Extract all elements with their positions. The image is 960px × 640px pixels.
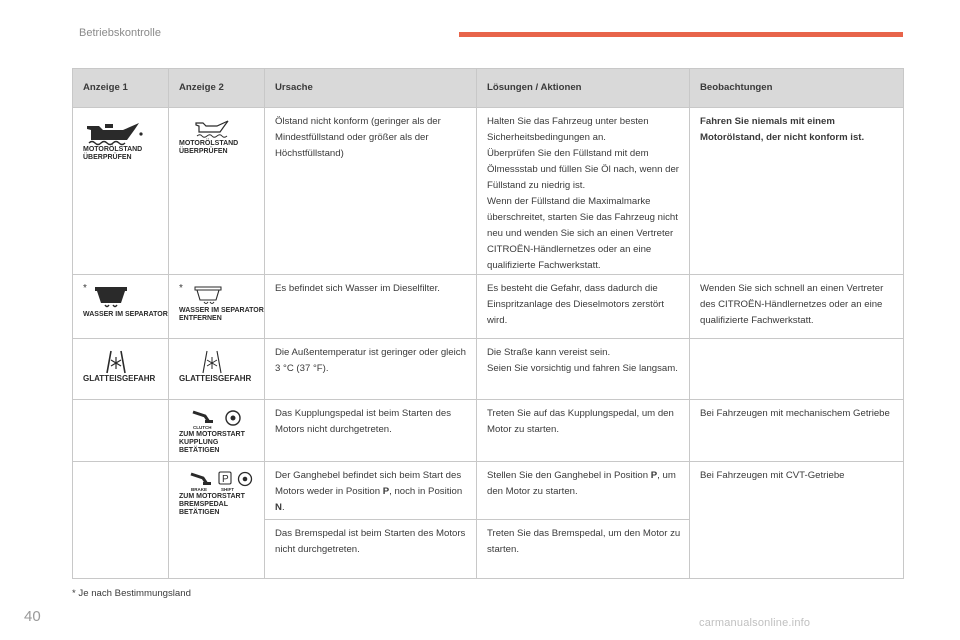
table-row — [73, 108, 904, 275]
observation-cell: Wenden Sie sich schnell an einen Vertreter des CITROËN-Händlernetzes oder an eine qualifizierte Fachwerkstatt. — [690, 275, 904, 339]
indicator-label: WASSER IM SEPARATOR — [83, 311, 168, 318]
table-row — [73, 400, 904, 462]
table-header-row — [73, 69, 904, 108]
solution-text: , um den Motor zu starten. — [487, 470, 676, 497]
ice-warning-icon — [95, 349, 137, 375]
indicator-label: ZUM MOTORSTART KUPPLUNG BETÄTIGEN — [179, 431, 245, 454]
indicator-label: MOTORÖLSTAND ÜBERPRÜFEN — [179, 140, 239, 155]
cause-cell — [265, 462, 477, 520]
solution-text: Stellen Sie den Ganghebel in Position — [487, 470, 651, 481]
water-separator-icon — [191, 285, 225, 307]
solution-cell: Die Straße kann vereist sein. Seien Sie vorsichtig und fahren Sie langsam. — [477, 339, 690, 400]
observation-cell: Bei Fahrzeugen mit mechanischem Getriebe — [690, 400, 904, 462]
solution-cell: Treten Sie das Bremspedal, um den Motor zu starten. — [477, 520, 690, 579]
page-number: 40 — [24, 608, 41, 625]
cause-cell: Ölstand nicht konform (geringer als der Mindestfüllstand oder größer als der Höchstfüllstand) — [265, 108, 477, 275]
section-title: Betriebskontrolle — [79, 27, 161, 39]
footnote: * Je nach Bestimmungsland — [72, 588, 191, 599]
indicator-cell-2 — [169, 108, 265, 275]
observation-cell — [690, 339, 904, 400]
solution-cell: Treten Sie auf das Kupplungspedal, um den Motor zu starten. — [477, 400, 690, 462]
shift-label: SHIFT — [221, 487, 234, 492]
accent-bar — [459, 32, 903, 37]
brake-start-icon — [189, 470, 257, 492]
indicator-label: ZUM MOTORSTART BREMSPEDAL BETÄTIGEN — [179, 493, 245, 516]
indicator-cell-1 — [73, 462, 169, 579]
indicator-cell-2 — [169, 275, 265, 339]
cause-text: , noch in Position — [389, 486, 463, 497]
footnote-marker: * — [83, 283, 87, 294]
water-separator-icon — [91, 285, 131, 311]
oil-level-icon — [193, 118, 233, 140]
indicator-cell-2 — [169, 339, 265, 400]
indicator-label: MOTORÖLSTAND ÜBERPRÜFEN — [83, 146, 143, 161]
cause-position-n: N — [275, 502, 282, 513]
indicator-cell-2 — [169, 400, 265, 462]
clutch-label: CLUTCH — [193, 425, 212, 430]
table-row — [73, 275, 904, 339]
observation-cell: Bei Fahrzeugen mit CVT-Getriebe — [690, 462, 904, 579]
table-row — [73, 339, 904, 400]
indicator-label: WASSER IM SEPARATOR ENTFERNEN — [179, 307, 264, 322]
cause-cell: Das Bremspedal ist beim Starten des Motors nicht durchgetreten. — [265, 520, 477, 579]
indicator-table — [72, 68, 904, 579]
solution-cell: Es besteht die Gefahr, dass dadurch die Einspritzanlage des Dieselmotors zerstört wird. — [477, 275, 690, 339]
indicator-label: GLATTEISGEFAHR — [179, 374, 252, 383]
header-beobachtungen: Beobachtungen — [690, 69, 904, 108]
solution-cell: Halten Sie das Fahrzeug unter besten Sicherheitsbedingungen an. Überprüfen Sie den Füllstand mit dem Ölmessstab und füllen Sie Öl nach, wenn der Füllstand zu niedrig ist. Wenn der Füllstand die Maximalmarke überschreitet, starten Sie das Fahrzeug nicht neu und wenden Sie sich an einen Vertreter CITROËN-Händlernetzes oder an eine qualifizierte Fachwerkstatt. — [477, 108, 690, 275]
header-anzeige-1: Anzeige 1 — [73, 69, 169, 108]
header-loesungen: Lösungen / Aktionen — [477, 69, 690, 108]
clutch-start-icon — [189, 408, 249, 430]
cause-text: Der Ganghebel befindet sich beim Start des Motors weder in Position — [275, 470, 462, 497]
solution-position-p: P — [650, 470, 658, 481]
indicator-cell-1 — [73, 108, 169, 275]
indicator-label: GLATTEISGEFAHR — [83, 374, 156, 383]
cause-text: . — [281, 502, 285, 513]
solution-cell — [477, 462, 690, 520]
header-ursache: Ursache — [265, 69, 477, 108]
footnote-marker: * — [179, 283, 183, 294]
indicator-cell-1 — [73, 275, 169, 339]
table-row — [73, 462, 904, 520]
cause-cell: Es befindet sich Wasser im Dieselfilter. — [265, 275, 477, 339]
p-letter: P — [222, 474, 229, 485]
ice-warning-icon — [191, 349, 233, 375]
cause-position-p: P — [382, 486, 390, 497]
watermark: carmanualsonline.info — [699, 617, 811, 629]
indicator-cell-1 — [73, 400, 169, 462]
oil-can-icon — [83, 118, 145, 146]
cause-cell: Die Außentemperatur ist geringer oder gleich 3 °C (37 °F). — [265, 339, 477, 400]
header-anzeige-2: Anzeige 2 — [169, 69, 265, 108]
indicator-cell-2 — [169, 462, 265, 579]
observation-cell: Fahren Sie niemals mit einem Motorölstand, der nicht konform ist. — [690, 108, 904, 275]
indicator-cell-1 — [73, 339, 169, 400]
cause-cell: Das Kupplungspedal ist beim Starten des Motors nicht durchgetreten. — [265, 400, 477, 462]
brake-label: BRAKE — [191, 487, 208, 492]
